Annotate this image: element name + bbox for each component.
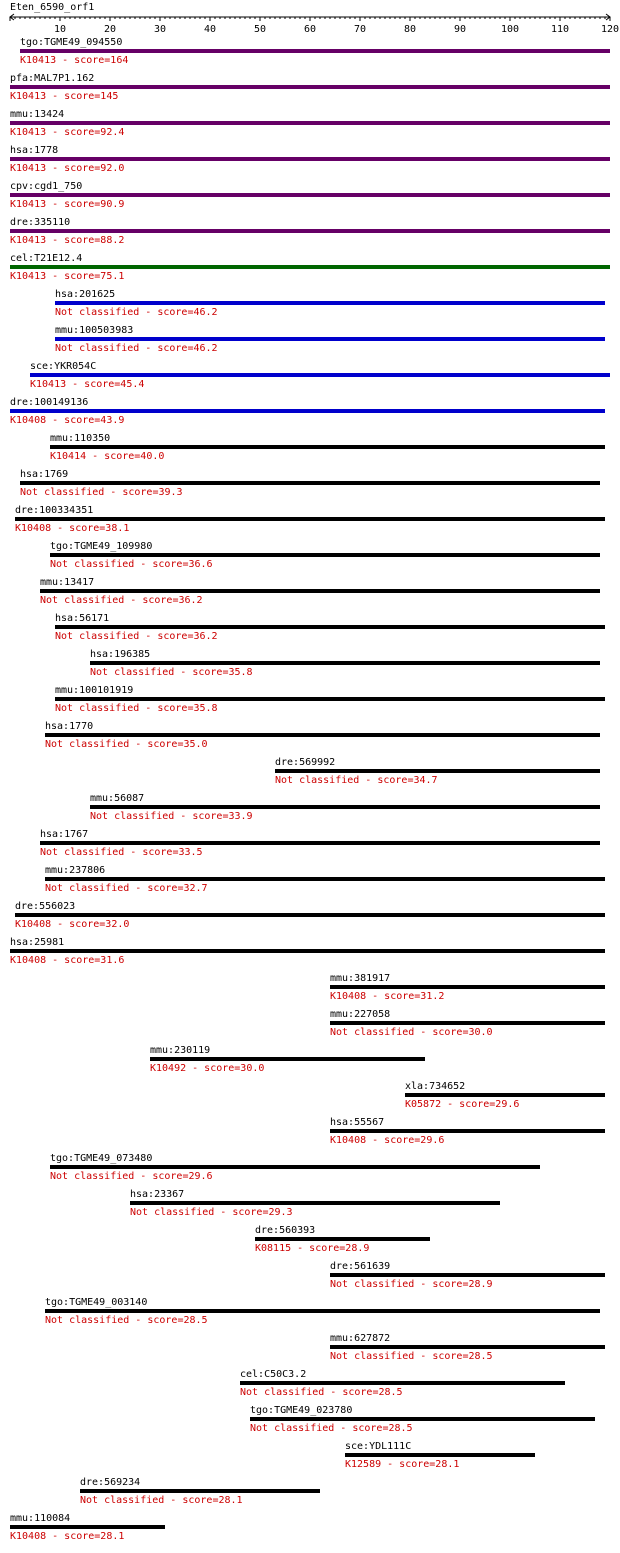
- hit-bar[interactable]: [150, 1057, 425, 1061]
- hit-annotation: K08115 - score=28.9: [255, 1243, 370, 1254]
- hit-row: [50, 541, 600, 570]
- hit-annotation: K10408 - score=38.1: [15, 523, 130, 534]
- hit-row: [10, 253, 610, 282]
- hit-name[interactable]: mmu:100101919: [55, 685, 134, 696]
- hit-annotation: Not classified - score=28.5: [330, 1351, 493, 1362]
- hit-annotation: Not classified - score=28.5: [240, 1387, 403, 1398]
- hit-bar[interactable]: [10, 949, 605, 953]
- hit-row: [45, 721, 600, 750]
- hit-annotation: Not classified - score=28.5: [250, 1423, 413, 1434]
- hit-annotation: Not classified - score=29.3: [130, 1207, 293, 1218]
- hit-bar[interactable]: [330, 1129, 605, 1133]
- hit-bar[interactable]: [130, 1201, 500, 1205]
- axis-tick-label: 90: [453, 24, 467, 35]
- hit-bar[interactable]: [10, 121, 610, 125]
- hit-row: [20, 469, 600, 498]
- hit-bar[interactable]: [15, 913, 605, 917]
- hit-name[interactable]: tgo:TGME49_109980: [50, 541, 153, 552]
- hit-row: [330, 1009, 605, 1038]
- hit-annotation: K10492 - score=30.0: [150, 1063, 265, 1074]
- hit-row: [10, 217, 610, 246]
- hit-annotation: Not classified - score=35.0: [45, 739, 208, 750]
- hit-bar[interactable]: [10, 85, 610, 89]
- hit-annotation: Not classified - score=33.5: [40, 847, 203, 858]
- hit-bar[interactable]: [55, 337, 605, 341]
- hit-bar[interactable]: [40, 589, 600, 593]
- hit-annotation: Not classified - score=36.6: [50, 559, 213, 570]
- hit-name[interactable]: mmu:100503983: [55, 325, 134, 336]
- hit-bar[interactable]: [255, 1237, 430, 1241]
- axis-tick-label: 120: [600, 24, 620, 35]
- hit-name[interactable]: mmu:381917: [330, 973, 391, 984]
- hit-name[interactable]: hsa:1767: [40, 829, 89, 840]
- hit-row: [15, 901, 605, 930]
- hit-name[interactable]: mmu:230119: [150, 1045, 211, 1056]
- hit-name[interactable]: mmu:237806: [45, 865, 106, 876]
- hit-bar[interactable]: [345, 1453, 535, 1457]
- hit-name[interactable]: sce:YDL111C: [345, 1441, 412, 1452]
- hit-bar[interactable]: [10, 193, 610, 197]
- hit-annotation: K05872 - score=29.6: [405, 1099, 520, 1110]
- hit-bar[interactable]: [90, 805, 600, 809]
- hit-bar[interactable]: [10, 265, 610, 269]
- hit-row: [250, 1405, 595, 1434]
- hit-bar[interactable]: [50, 445, 605, 449]
- axis-tick-label: 40: [203, 24, 217, 35]
- hit-name[interactable]: hsa:56171: [55, 613, 110, 624]
- hit-name[interactable]: dre:561639: [330, 1261, 391, 1272]
- hit-annotation: Not classified - score=28.1: [80, 1495, 243, 1506]
- axis-tick-label: 30: [153, 24, 167, 35]
- hit-annotation: K10413 - score=88.2: [10, 235, 125, 246]
- hit-annotation: K10408 - score=29.6: [330, 1135, 445, 1146]
- hit-annotation: Not classified - score=30.0: [330, 1027, 493, 1038]
- hit-name[interactable]: tgo:TGME49_023780: [250, 1405, 353, 1416]
- hit-name[interactable]: mmu:627872: [330, 1333, 391, 1344]
- hit-name[interactable]: dre:560393: [255, 1225, 316, 1236]
- hit-name[interactable]: pfa:MAL7P1.162: [10, 73, 95, 84]
- hit-bar[interactable]: [330, 1273, 605, 1277]
- hit-bar[interactable]: [80, 1489, 320, 1493]
- hit-row: [10, 937, 605, 966]
- hit-name[interactable]: xla:734652: [405, 1081, 466, 1092]
- hit-row: [40, 577, 600, 606]
- hit-annotation: Not classified - score=34.7: [275, 775, 438, 786]
- hit-row: [255, 1225, 430, 1254]
- hit-row: [275, 757, 600, 786]
- hit-row: [45, 865, 605, 894]
- hit-annotation: K10413 - score=90.9: [10, 199, 125, 210]
- hit-row: [345, 1441, 535, 1470]
- hit-bar[interactable]: [55, 697, 605, 701]
- hit-bar[interactable]: [10, 157, 610, 161]
- hit-list: [10, 37, 610, 1542]
- axis-tick-label: 20: [103, 24, 117, 35]
- position-axis: [10, 14, 619, 35]
- hit-name[interactable]: mmu:13417: [40, 577, 95, 588]
- hit-name[interactable]: hsa:23367: [130, 1189, 185, 1200]
- hit-name[interactable]: cel:T21E12.4: [10, 253, 83, 264]
- axis-tick-label: 60: [303, 24, 317, 35]
- hit-row: [80, 1477, 320, 1506]
- hit-row: [55, 325, 605, 354]
- hit-bar[interactable]: [275, 769, 600, 773]
- hit-name[interactable]: dre:569992: [275, 757, 336, 768]
- hit-row: [150, 1045, 425, 1074]
- hit-annotation: Not classified - score=35.8: [90, 667, 253, 678]
- hit-row: [330, 1261, 605, 1290]
- hit-name[interactable]: mmu:110084: [10, 1513, 71, 1524]
- hit-annotation: Not classified - score=29.6: [50, 1171, 213, 1182]
- hit-annotation: K10414 - score=40.0: [50, 451, 165, 462]
- hit-bar[interactable]: [10, 229, 610, 233]
- hit-row: [90, 793, 600, 822]
- hit-annotation: K10413 - score=145: [10, 91, 119, 102]
- hit-name[interactable]: mmu:13424: [10, 109, 65, 120]
- hit-row: [330, 973, 605, 1002]
- hit-annotation: Not classified - score=36.2: [40, 595, 203, 606]
- hit-name[interactable]: cpv:cgd1_750: [10, 181, 83, 192]
- hit-annotation: Not classified - score=39.3: [20, 487, 183, 498]
- hit-row: [10, 181, 610, 210]
- axis-tick-label: 70: [353, 24, 367, 35]
- hit-name[interactable]: dre:556023: [15, 901, 76, 912]
- hit-name[interactable]: hsa:196385: [90, 649, 151, 660]
- hit-bar[interactable]: [45, 877, 605, 881]
- hit-annotation: Not classified - score=33.9: [90, 811, 253, 822]
- hit-name[interactable]: dre:569234: [80, 1477, 141, 1488]
- hit-row: [90, 649, 600, 678]
- hit-name[interactable]: hsa:201625: [55, 289, 116, 300]
- hit-annotation: Not classified - score=36.2: [55, 631, 218, 642]
- hit-row: [45, 1297, 600, 1326]
- hit-row: [405, 1081, 605, 1110]
- axis-tick-label: 80: [403, 24, 417, 35]
- hit-bar[interactable]: [405, 1093, 605, 1097]
- hit-annotation: Not classified - score=46.2: [55, 343, 218, 354]
- hit-bar[interactable]: [55, 301, 605, 305]
- hit-row: [40, 829, 600, 858]
- hit-bar[interactable]: [10, 409, 605, 413]
- hit-row: [50, 433, 605, 462]
- hit-annotation: K10408 - score=43.9: [10, 415, 125, 426]
- hit-annotation: Not classified - score=32.7: [45, 883, 208, 894]
- hit-name[interactable]: dre:100334351: [15, 505, 94, 516]
- hit-row: [10, 145, 610, 174]
- hit-annotation: K10413 - score=45.4: [30, 379, 145, 390]
- hit-row: [330, 1117, 605, 1146]
- hit-name[interactable]: mmu:56087: [90, 793, 145, 804]
- hit-bar[interactable]: [15, 517, 605, 521]
- hit-bar[interactable]: [90, 661, 600, 665]
- hit-name[interactable]: dre:100149136: [10, 397, 89, 408]
- hit-bar[interactable]: [20, 49, 610, 53]
- hit-bar[interactable]: [40, 841, 600, 845]
- hit-name[interactable]: tgo:TGME49_003140: [45, 1297, 148, 1308]
- hit-name[interactable]: tgo:TGME49_073480: [50, 1153, 153, 1164]
- hit-name[interactable]: hsa:1770: [45, 721, 94, 732]
- axis-tick-label: 110: [550, 24, 570, 35]
- query-name: Eten_6590_orf1: [10, 2, 95, 13]
- hit-bar[interactable]: [250, 1417, 595, 1421]
- hit-bar[interactable]: [10, 1525, 165, 1529]
- hit-annotation: K12589 - score=28.1: [345, 1459, 460, 1470]
- hit-row: [15, 505, 605, 534]
- hit-bar[interactable]: [330, 985, 605, 989]
- hit-row: [20, 37, 610, 66]
- hit-bar[interactable]: [55, 625, 605, 629]
- hit-name[interactable]: mmu:110350: [50, 433, 111, 444]
- hit-annotation: Not classified - score=46.2: [55, 307, 218, 318]
- hit-annotation: Not classified - score=35.8: [55, 703, 218, 714]
- hit-row: [55, 289, 605, 318]
- hit-name[interactable]: dre:335110: [10, 217, 71, 228]
- hit-name[interactable]: tgo:TGME49_094550: [20, 37, 123, 48]
- hit-name[interactable]: hsa:55567: [330, 1117, 385, 1128]
- hit-row: [130, 1189, 500, 1218]
- hit-annotation: K10408 - score=31.2: [330, 991, 445, 1002]
- hit-row: [10, 397, 605, 426]
- hit-row: [10, 73, 610, 102]
- hit-row: [240, 1369, 565, 1398]
- hit-bar[interactable]: [45, 733, 600, 737]
- hit-bar[interactable]: [20, 481, 600, 485]
- hit-row: [50, 1153, 540, 1182]
- hit-row: [10, 109, 610, 138]
- hit-annotation: Not classified - score=28.9: [330, 1279, 493, 1290]
- hit-name[interactable]: sce:YKR054C: [30, 361, 97, 372]
- hit-annotation: K10408 - score=32.0: [15, 919, 130, 930]
- hit-bar[interactable]: [330, 1345, 605, 1349]
- hit-annotation: K10413 - score=92.0: [10, 163, 125, 174]
- hit-bar[interactable]: [30, 373, 610, 377]
- hit-name[interactable]: hsa:1769: [20, 469, 69, 480]
- hit-name[interactable]: hsa:1778: [10, 145, 59, 156]
- hit-row: [10, 1513, 165, 1542]
- hit-row: [55, 613, 605, 642]
- hit-row: [30, 361, 610, 390]
- hit-annotation: K10413 - score=164: [20, 55, 129, 66]
- hit-annotation: K10408 - score=28.1: [10, 1531, 125, 1542]
- hit-bar[interactable]: [50, 553, 600, 557]
- axis-tick-label: 50: [253, 24, 267, 35]
- hit-annotation: K10413 - score=92.4: [10, 127, 125, 138]
- hit-name[interactable]: mmu:227058: [330, 1009, 391, 1020]
- hit-bar[interactable]: [240, 1381, 565, 1385]
- hit-annotation: K10408 - score=31.6: [10, 955, 125, 966]
- hit-name[interactable]: hsa:25981: [10, 937, 65, 948]
- hit-bar[interactable]: [330, 1021, 605, 1025]
- hit-row: [330, 1333, 605, 1362]
- hit-annotation: Not classified - score=28.5: [45, 1315, 208, 1326]
- axis-tick-label: 100: [500, 24, 520, 35]
- hit-bar[interactable]: [50, 1165, 540, 1169]
- axis-tick-label: 10: [53, 24, 67, 35]
- hit-bar[interactable]: [45, 1309, 600, 1313]
- hit-annotation: K10413 - score=75.1: [10, 271, 125, 282]
- hit-row: [55, 685, 605, 714]
- hit-name[interactable]: cel:C50C3.2: [240, 1369, 307, 1380]
